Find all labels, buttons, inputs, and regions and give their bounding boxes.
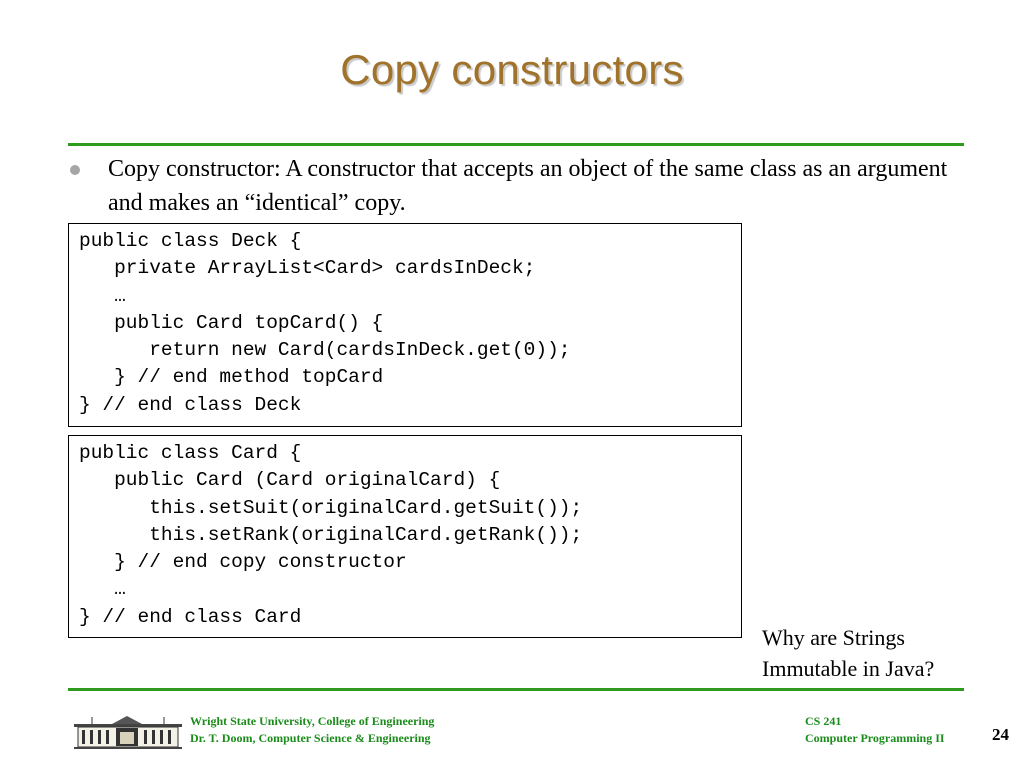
bullet-marker [70,165,80,175]
top-divider [68,143,964,146]
code-line: public class Deck { [79,230,302,252]
footer-institution [190,713,434,747]
footer-course [805,713,945,747]
slide-title: Copy constructors [340,46,684,93]
footer-line: CS 241 [805,714,842,728]
footer-line: Computer Programming II [805,731,945,745]
code-line: … [79,284,126,307]
bottom-divider [68,688,964,691]
code-line: this.setRank(originalCard.getRank()); [79,523,583,546]
code-line: private ArrayList<Card> cardsInDeck; [79,257,536,280]
footer-line: Dr. T. Doom, Computer Science & Engineering [190,731,431,745]
footer-line: Wright State University, College of Engineering [190,714,435,728]
code-line: … [79,578,126,601]
code-line: } // end method topCard [79,366,384,389]
code-line: this.setSuit(originalCard.getSuit()); [79,496,583,519]
code-line: } // end class Deck [79,393,302,416]
bullet-text: Copy constructor: A constructor that accepts an object of the same class as an argument and makes an “identical” copy. [108,156,948,216]
code-line: public Card topCard() { [79,311,384,334]
university-building-logo [72,714,184,750]
code-block-deck [68,223,742,427]
code-line: public class Card { [79,442,302,464]
code-line: } // end class Card [79,605,302,628]
side-note-line: Why are Strings [762,625,905,650]
side-note [762,622,934,684]
code-line: } // end copy constructor [79,551,407,574]
code-line: return new Card(cardsInDeck.get(0)); [79,339,571,362]
code-line: public Card (Card originalCard) { [79,469,501,492]
page-number: 24 [992,725,1009,744]
code-block-card [68,435,742,638]
side-note-line: Immutable in Java? [762,656,935,681]
